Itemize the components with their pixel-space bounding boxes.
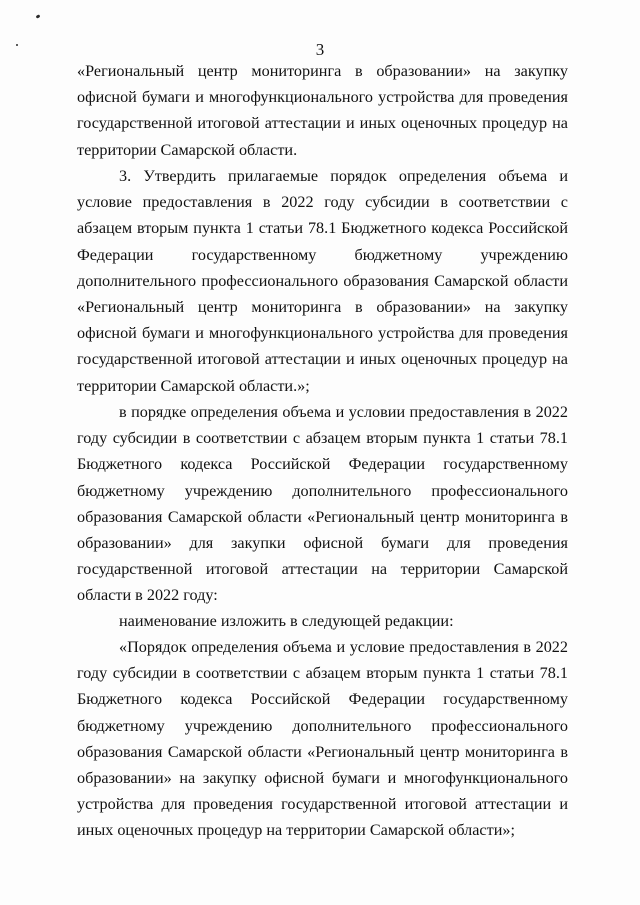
paragraph-text: 3. Утвердить прилагаемые порядок определения объема и условие предоставления в 2022 году субсидии в соответствии с абзацем вторым пункта 1 статьи 78.1 Бюджетного кодекса Российской Федерации государственному бюджетному учреждению дополнительного профессионального образования Самарской области «Региональный центр мониторинга в образовании» на закупку офисной бумаги и многофункционального устройства для проведения государственной итоговой аттестации и иных оценочных процедур на территории Самарской области.»; <box>77 167 568 395</box>
page-number: 3 <box>315 40 325 59</box>
paragraph-text: наименование изложить в следующей редакции: <box>119 612 454 630</box>
paragraph-item-3 <box>77 163 568 399</box>
scan-speck <box>36 14 41 19</box>
paragraph-procedure-amendment <box>77 399 568 609</box>
paragraph-text: «Региональный центр мониторинга в образовании» на закупку офисной бумаги и многофункционального устройства для проведения государственной итоговой аттестации и иных оценочных процедур на территории Самарской области. <box>77 62 568 159</box>
paragraph-text: «Порядок определения объема и условие предоставления в 2022 году субсидии в соответствии с абзацем вторым пункта 1 статьи 78.1 Бюджетного кодекса Российской Федерации государственному бюджетному учреждению дополнительного профессионального образования Самарской области «Региональный центр мониторинга в образовании» на закупку офисной бумаги и многофункционального устройства для проведения государственной итоговой аттестации и иных оценочных процедур на территории Самарской области»; <box>77 638 568 840</box>
paragraph-new-title <box>77 634 568 844</box>
paragraph-title-instruction <box>77 608 568 634</box>
paragraph-continuation <box>77 58 568 163</box>
paragraph-text: в порядке определения объема и условии предоставления в 2022 году субсидии в соответствии с абзацем вторым пункта 1 статьи 78.1 Бюджетного кодекса Российской Федерации государственному бюджетному учреждению дополнительного профессионального образования Самарской области «Региональный центр мониторинга в образовании» для закупки офисной бумаги для проведения государственной итоговой аттестации на территории Самарской области в 2022 году: <box>77 403 568 605</box>
